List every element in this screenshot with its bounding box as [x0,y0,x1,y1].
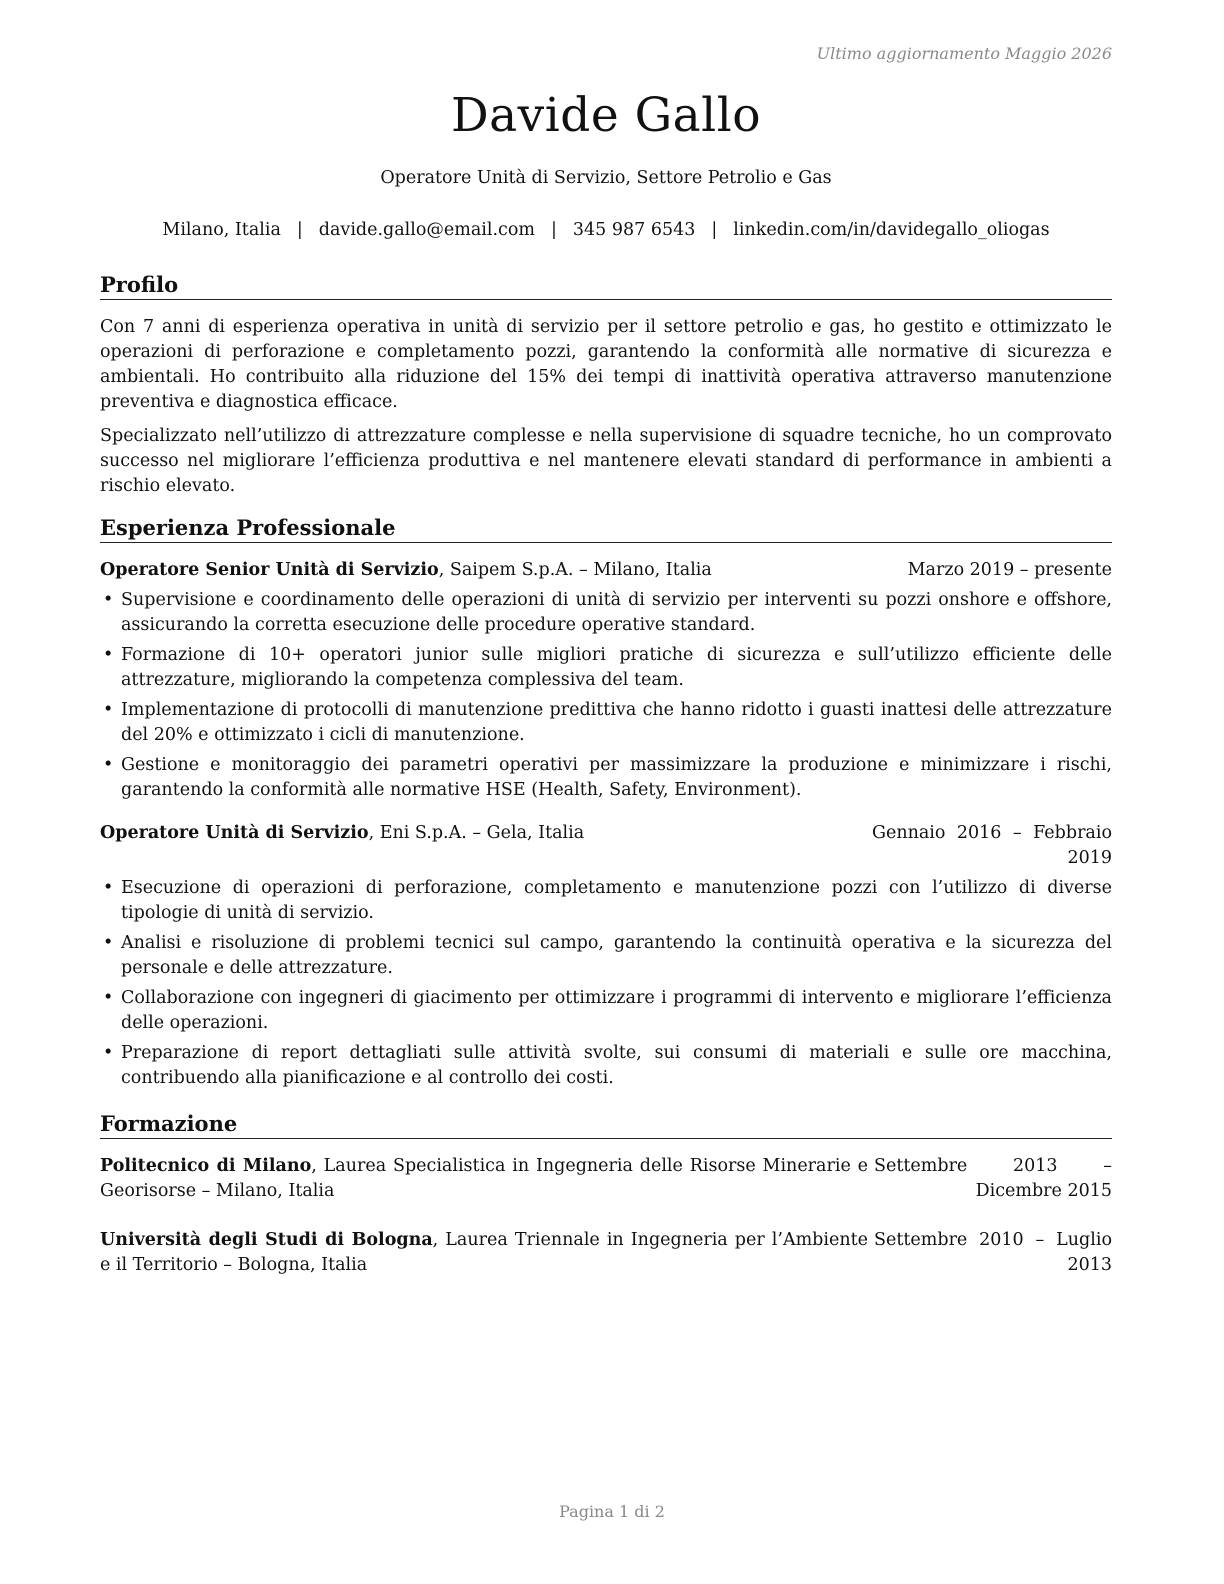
education-dates: Settembre 2013 – Dicembre 2015 [874,1156,1112,1201]
profile-heading: Profilo [100,272,1112,300]
contact-separator: | [550,220,557,240]
education-details: , Laurea Triennale in Ingegneria per l’Ambiente e il Territorio – Bologna, Italia [100,1230,868,1275]
experience-section [100,515,1112,1096]
education-entry [100,1228,1112,1278]
contact-line [100,220,1112,240]
resume-page [100,0,1112,1584]
experience-heading: Esperienza Professionale [100,515,1112,543]
candidate-name: Davide Gallo [450,88,762,143]
job-entry [100,558,1112,803]
job-entry [100,821,1112,1091]
profile-paragraph: Con 7 anni di esperienza operativa in unità di servizio per il settore petrolio e gas, ho gestito e ottimizzato le operazioni di perforazione e completamento pozzi, garantendo la conformità alle normative di sicurezza e ambientali. Ho contribuito alla riduzione del 15% dei tempi di inattività operativa attraverso manutenzione preventiva e diagnostica efficace. [100,317,1112,412]
job-dates: Gennaio 2016 – Febbraio 2019 [872,823,1112,868]
job-header [100,821,1112,871]
list-item: • Analisi e risoluzione di problemi tecnici sul campo, garantendo la continuità operativa e la sicurezza del personale e delle attrezzature. [103,933,1112,978]
list-item: • Preparazione di report dettagliati sulle attività svolte, sui consumi di materiali e sulle ore macchina, contribuendo alla pianificazione e al controllo dei costi. [103,1043,1112,1088]
last-updated-note: Ultimo aggiornamento Maggio 2026 [816,44,1112,63]
job-dates: Marzo 2019 – presente [907,560,1112,580]
job-bullets [100,876,1112,1091]
education-school: Politecnico di Milano [100,1156,312,1176]
profile-section [100,272,1112,499]
job-company: , Saipem S.p.A. – Milano, Italia [438,560,712,580]
candidate-headline: Operatore Unità di Servizio, Settore Petrolio e Gas [380,168,832,188]
list-item: • Supervisione e coordinamento delle operazioni di unità di servizio per interventi su pozzi onshore e offshore, assicurando la corretta esecuzione delle procedure operative standard. [103,590,1112,635]
education-heading: Formazione [100,1111,1112,1139]
job-header [100,558,1112,583]
contact-linkedin[interactable]: linkedin.com/in/davidegallo_oliogas [733,220,1050,240]
education-details: , Laurea Specialistica in Ingegneria delle Risorse Minerarie e Georisorse – Milano, Italia [100,1156,868,1201]
profile-paragraph: Specializzato nell’utilizzo di attrezzature complesse e nella supervisione di squadre tecniche, ho un comprovato successo nel migliorare l’efficienza produttiva e nel mantenere elevati standard di performance in ambienti a rischio elevato. [100,426,1112,496]
list-item: • Formazione di 10+ operatori junior sulle migliori pratiche di sicurezza e sull’utilizzo efficiente delle attrezzature, migliorando la competenza complessiva del team. [103,645,1112,690]
contact-separator: | [296,220,303,240]
list-item: • Collaborazione con ingegneri di giacimento per ottimizzare i programmi di intervento e migliorare l’efficienza delle operazioni. [103,988,1112,1033]
job-bullets [100,588,1112,803]
education-section [100,1111,1112,1278]
list-item: • Gestione e monitoraggio dei parametri operativi per massimizzare la produzione e minimizzare i rischi, garantendo la conformità alle normative HSE (Health, Safety, Environment). [103,755,1112,800]
list-item: • Implementazione di protocolli di manutenzione predittiva che hanno ridotto i guasti inattesi delle attrezzature del 20% e ottimizzato i cicli di manutenzione. [103,700,1112,745]
job-role: Operatore Unità di Servizio [100,823,369,843]
education-dates: Settembre 2010 – Luglio 2013 [874,1230,1112,1275]
contact-email[interactable]: davide.gallo@email.com [318,220,535,240]
job-company: , Eni S.p.A. – Gela, Italia [368,823,585,843]
job-role: Operatore Senior Unità di Servizio [100,560,439,580]
page-number: Pagina 1 di 2 [559,1502,665,1521]
education-entry [100,1154,1112,1204]
contact-location: Milano, Italia [162,220,281,240]
contact-separator: | [711,220,718,240]
list-item: • Esecuzione di operazioni di perforazione, completamento e manutenzione pozzi con l’utilizzo di diverse tipologie di unità di servizio. [103,878,1112,923]
education-school: Università degli Studi di Bologna [100,1230,433,1250]
contact-phone: 345 987 6543 [572,220,696,240]
